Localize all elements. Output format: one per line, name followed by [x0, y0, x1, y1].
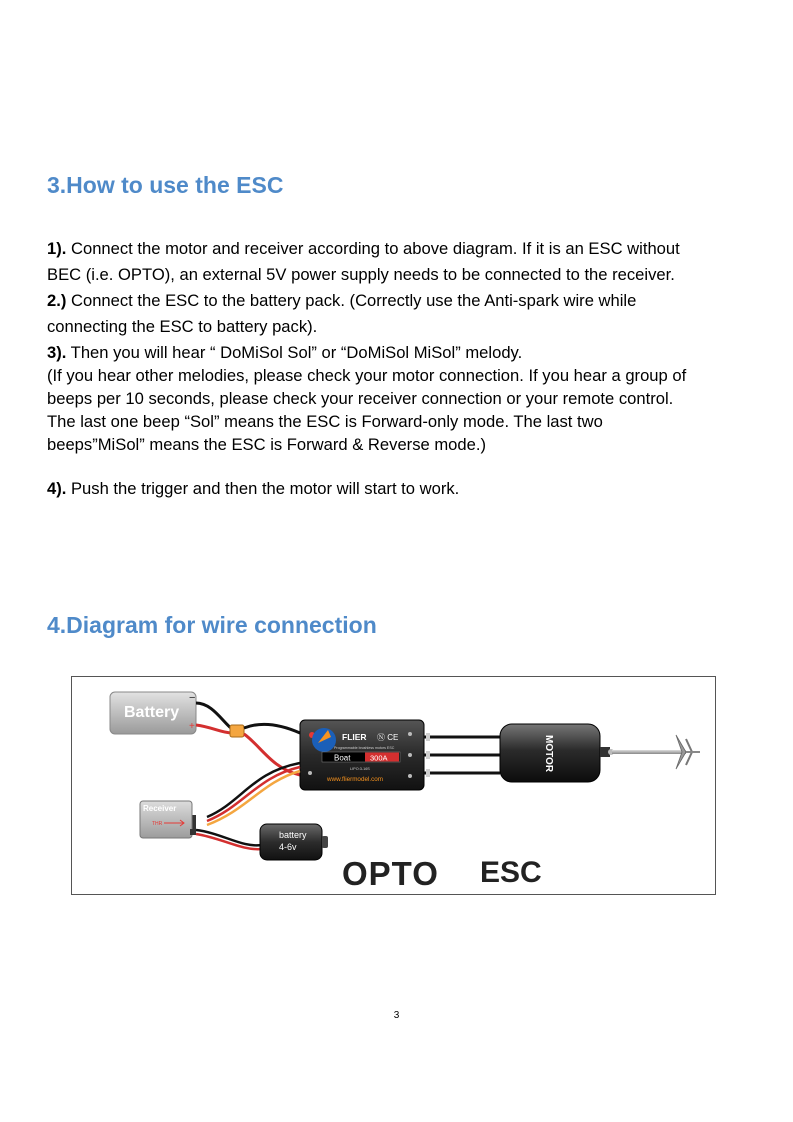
step-3-note-4: beeps”MiSol” means the ESC is Forward & Reverse mode.) — [47, 435, 486, 454]
esc-tagline: Programmable brushless motors ESC — [334, 746, 395, 750]
battery-leads — [196, 703, 300, 775]
step-4-text: Push the trigger and then the motor will start to work. — [66, 479, 460, 498]
step-4-line-1 — [47, 479, 459, 499]
esc-cert-marks: Ⓝ CE — [377, 733, 399, 742]
step-3-line-1 — [47, 343, 522, 363]
step-3-label: 3). — [47, 343, 67, 362]
page-number: 3 — [393, 1010, 400, 1021]
step-4-label: 4). — [47, 479, 67, 498]
step-2-line-2: connecting the ESC to battery pack). — [47, 317, 318, 336]
step-3-note-3: The last one beep “Sol” means the ESC is Forward-only mode. The last two — [47, 412, 603, 431]
motor — [500, 724, 614, 782]
step-3-note-1: (If you hear other melodies, please check your motor connection. If you hear a group of — [47, 366, 687, 385]
diagram-caption-esc: ESC — [480, 856, 542, 889]
battery-minus-sign: − — [189, 692, 196, 704]
receiver-battery-voltage: 4-6v — [279, 842, 297, 852]
motor-label: MOTOR — [543, 735, 554, 773]
step-1-label: 1). — [47, 239, 67, 258]
receiver-wires — [190, 763, 300, 829]
section-4-heading: 4.Diagram for wire connection — [47, 612, 377, 638]
receiver-throttle-label: THR — [152, 821, 163, 827]
receiver-battery-label: battery — [279, 830, 307, 840]
esc-unit — [300, 720, 424, 790]
step-1-text: Connect the motor and receiver according to above diagram. If it is an ESC without — [66, 239, 680, 258]
propeller-shaft — [612, 735, 700, 769]
step-2-line-1 — [47, 291, 636, 311]
esc-brand: FLIER — [342, 732, 367, 742]
esc-amps: 300A — [370, 753, 388, 763]
receiver-battery — [196, 824, 328, 860]
battery-label: Battery — [124, 704, 180, 721]
step-1-line-1 — [47, 239, 680, 259]
anti-spark-connector — [230, 725, 244, 737]
esc-lipo: LIPO:3-16S — [350, 767, 370, 771]
esc-model: Boat — [334, 753, 351, 763]
section-3-heading: 3.How to use the ESC — [47, 172, 284, 198]
wire-connection-diagram — [71, 676, 716, 895]
diagram-caption-opto: OPTO — [342, 855, 439, 892]
step-2-label: 2.) — [47, 291, 67, 310]
step-1-line-2: BEC (i.e. OPTO), an external 5V power supply needs to be connected to the receiver. — [47, 265, 675, 284]
esc-url: www.fliermodel.com — [327, 776, 383, 783]
battery-pack — [110, 692, 196, 734]
receiver-label: Receiver — [143, 804, 177, 813]
step-2-text: Connect the ESC to the battery pack. (Correctly use the Anti-spark wire while — [66, 291, 637, 310]
diagram-illustration — [72, 677, 716, 895]
battery-plus-sign: + — [189, 721, 195, 732]
receiver — [140, 801, 196, 838]
step-3-note-2: beeps per 10 seconds, please check your receiver connection or your remote control. — [47, 389, 674, 408]
motor-phase-wires — [424, 733, 500, 777]
step-3-text: Then you will hear “ DoMiSol Sol” or “DoMiSol MiSol” melody. — [66, 343, 523, 362]
